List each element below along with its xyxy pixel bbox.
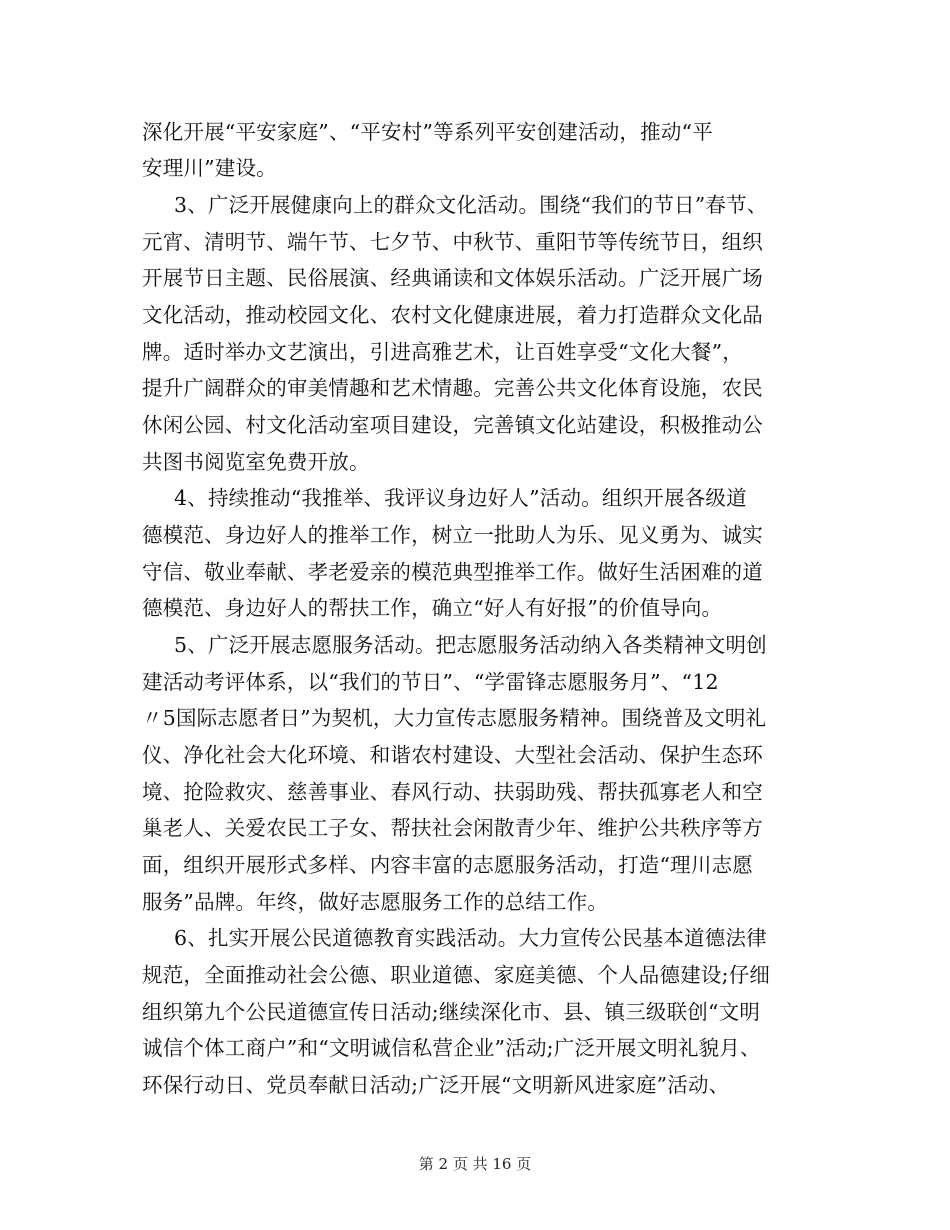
- text-line: 巢老人、关爱农民工子女、帮扶社会闲散青少年、维护公共秩序等方: [142, 816, 763, 840]
- text-line: 仪、净化社会大化环境、和谐农村建设、大型社会活动、保护生态环: [142, 743, 763, 767]
- text-line: 环保行动日、党员奉献日活动;广泛开展“文明新风进家庭”活动、: [142, 1073, 730, 1097]
- text-line: 规范，全面推动社会公德、职业道德、家庭美德、个人品德建设;仔细: [142, 963, 771, 987]
- text-line: 提升广阔群众的审美情趣和艺术情趣。完善公共文化体育设施，农民: [142, 376, 763, 400]
- text-line: 3、广泛开展健康向上的群众文化活动。围绕“我们的节日”春节、: [174, 193, 768, 217]
- text-line: 休闲公园、村文化活动室项目建设，完善镇文化站建设，积极推动公: [142, 413, 763, 437]
- page-footer: 第 2 页 共 16 页: [418, 1155, 532, 1173]
- text-line: 服务”品牌。年终，做好志愿服务工作的总结工作。: [142, 890, 609, 914]
- text-line: 5、广泛开展志愿服务活动。把志愿服务活动纳入各类精神文明创: [174, 633, 767, 657]
- text-line: 4、持续推动“我推举、我评议身边好人”活动。组织开展各级道: [174, 486, 747, 510]
- text-line: 深化开展“平安家庭”、“平安村”等系列平安创建活动，推动“平: [142, 120, 713, 144]
- text-line: 共图书阅览室免费开放。: [142, 450, 370, 474]
- text-line: 6、扎实开展公民道德教育实践活动。大力宣传公民基本道德法律: [174, 926, 767, 950]
- text-line: 组织第九个公民道德宣传日活动;继续深化市、县、镇三级联创“文明: [142, 1000, 761, 1024]
- text-line: 德模范、身边好人的帮扶工作，确立“好人有好报”的价值导向。: [142, 596, 723, 620]
- text-line: 开展节日主题、民俗展演、经典诵读和文体娱乐活动。广泛开展广场: [142, 266, 763, 290]
- text-line: 建活动考评体系，以“我们的节日”、“学雷锋志愿服务月”、“12: [142, 670, 719, 694]
- text-line: 牌。适时举办文艺演出，引进高雅艺术，让百姓享受“文化大餐”，: [142, 340, 743, 364]
- text-line: 守信、敬业奉献、孝老爱亲的模范典型推举工作。做好生活困难的道: [142, 560, 763, 584]
- text-line: 〃5国际志愿者日”为契机，大力宣传志愿服务精神。围绕普及文明礼: [142, 706, 767, 730]
- text-line: 德模范、身边好人的推举工作，树立一批助人为乐、见义勇为、诚实: [142, 523, 763, 547]
- text-line: 诚信个体工商户”和“文明诚信私营企业”活动;广泛开展文明礼貌月、: [142, 1036, 761, 1060]
- text-line: 安理川”建设。: [142, 156, 277, 180]
- text-line: 元宵、清明节、端午节、七夕节、中秋节、重阳节等传统节日，组织: [142, 230, 763, 254]
- text-line: 面，组织开展形式多样、内容丰富的志愿服务活动，打造“理川志愿: [142, 853, 753, 877]
- text-line: 文化活动，推动校园文化、农村文化健康进展，着力打造群众文化品: [142, 303, 763, 327]
- text-line: 境、抢险救灾、慈善事业、春风行动、扶弱助残、帮扶孤寡老人和空: [142, 780, 763, 804]
